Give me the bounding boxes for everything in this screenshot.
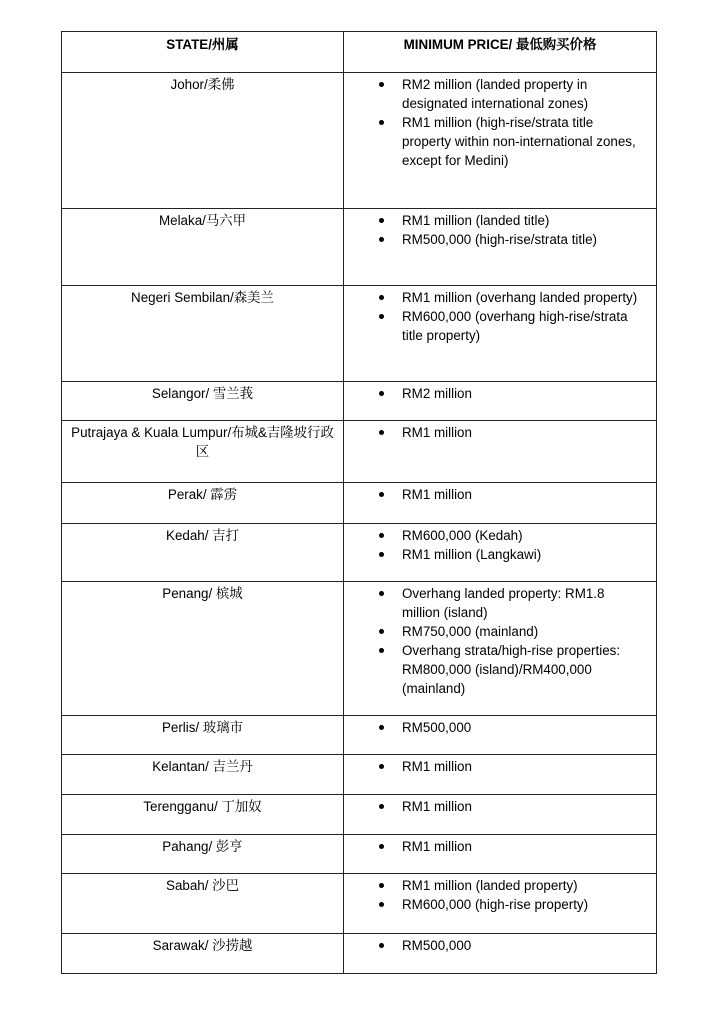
table-row [62, 382, 657, 421]
table-row [62, 795, 657, 835]
bullet-icon [379, 725, 384, 730]
price-list [344, 718, 646, 737]
price-list [344, 211, 646, 249]
price-text: RM500,000 (high-rise/strata title) [402, 232, 597, 247]
table-row [62, 421, 657, 483]
table-row [62, 874, 657, 934]
price-list [344, 526, 646, 564]
list-item [344, 485, 646, 504]
price-text: RM1 million [402, 425, 472, 440]
state-cell: Terengganu/ 丁加奴 [62, 795, 344, 835]
price-text: RM600,000 (high-rise property) [402, 897, 589, 912]
state-cell: Negeri Sembilan/森美兰 [62, 286, 344, 382]
state-cell: Pahang/ 彭亨 [62, 835, 344, 874]
list-item [344, 423, 646, 442]
state-cell: Kelantan/ 吉兰丹 [62, 755, 344, 795]
price-cell [344, 716, 657, 755]
price-list [344, 797, 646, 816]
price-text: RM600,000 (Kedah) [402, 528, 523, 543]
state-cell: Johor/柔佛 [62, 73, 344, 209]
list-item [344, 584, 646, 622]
bullet-icon [379, 430, 384, 435]
list-item [344, 230, 646, 249]
list-item [344, 718, 646, 737]
bullet-icon [379, 314, 384, 319]
price-text: RM2 million [402, 386, 472, 401]
price-list [344, 876, 646, 914]
price-cell [344, 73, 657, 209]
price-text: RM750,000 (mainland) [402, 624, 539, 639]
table-row [62, 934, 657, 974]
price-cell [344, 835, 657, 874]
bullet-icon [379, 82, 384, 87]
price-cell [344, 382, 657, 421]
list-item [344, 288, 646, 307]
state-cell: Kedah/ 吉打 [62, 524, 344, 582]
table-row [62, 582, 657, 716]
price-text: RM1 million (overhang landed property) [402, 290, 638, 305]
bullet-icon [379, 120, 384, 125]
price-text: RM1 million (landed title) [402, 213, 550, 228]
state-cell: Selangor/ 雪兰莪 [62, 382, 344, 421]
list-item [344, 113, 646, 170]
price-text: RM1 million (high-rise/strata title property within non-international zones, except for Medini) [402, 115, 636, 168]
price-cell [344, 524, 657, 582]
list-item [344, 895, 646, 914]
price-list [344, 485, 646, 504]
table-row [62, 286, 657, 382]
price-cell [344, 795, 657, 835]
price-list [344, 757, 646, 776]
price-text: RM1 million [402, 487, 472, 502]
bullet-icon [379, 295, 384, 300]
price-text: RM1 million (landed property) [402, 878, 578, 893]
list-item [344, 384, 646, 403]
price-text: RM1 million [402, 759, 472, 774]
list-item [344, 757, 646, 776]
table-row [62, 483, 657, 524]
price-list [344, 75, 646, 170]
price-cell [344, 755, 657, 795]
list-item [344, 936, 646, 955]
price-column-header: MINIMUM PRICE/ 最低购买价格 [344, 32, 657, 73]
state-cell: Melaka/马六甲 [62, 209, 344, 286]
list-item [344, 641, 646, 698]
price-text: RM500,000 [402, 938, 472, 953]
price-list [344, 936, 646, 955]
price-list [344, 423, 646, 442]
bullet-icon [379, 764, 384, 769]
price-list [344, 384, 646, 403]
price-cell [344, 483, 657, 524]
bullet-icon [379, 237, 384, 242]
price-text: RM2 million (landed property in designated international zones) [402, 77, 589, 111]
price-cell [344, 286, 657, 382]
bullet-icon [379, 552, 384, 557]
price-cell [344, 421, 657, 483]
state-cell: Putrajaya & Kuala Lumpur/布城&吉隆坡行政区 [62, 421, 344, 483]
state-cell: Perak/ 霹雳 [62, 483, 344, 524]
list-item [344, 622, 646, 641]
list-item [344, 545, 646, 564]
price-cell [344, 934, 657, 974]
list-item [344, 526, 646, 545]
table-row [62, 835, 657, 874]
price-cell [344, 209, 657, 286]
bullet-icon [379, 591, 384, 596]
bullet-icon [379, 629, 384, 634]
bullet-icon [379, 902, 384, 907]
state-column-header: STATE/州属 [62, 32, 344, 73]
price-cell [344, 582, 657, 716]
table-row [62, 716, 657, 755]
header-row [62, 32, 657, 73]
list-item [344, 876, 646, 895]
bullet-icon [379, 804, 384, 809]
bullet-icon [379, 218, 384, 223]
minimum-price-table [61, 31, 657, 974]
price-text: Overhang landed property: RM1.8 million (island) [402, 586, 605, 620]
state-cell: Perlis/ 玻璃市 [62, 716, 344, 755]
bullet-icon [379, 883, 384, 888]
price-list [344, 288, 646, 345]
state-cell: Sarawak/ 沙捞越 [62, 934, 344, 974]
bullet-icon [379, 391, 384, 396]
price-text: RM1 million [402, 799, 472, 814]
bullet-icon [379, 492, 384, 497]
list-item [344, 797, 646, 816]
list-item [344, 75, 646, 113]
bullet-icon [379, 844, 384, 849]
table-row [62, 524, 657, 582]
table-row [62, 73, 657, 209]
list-item [344, 307, 646, 345]
price-text: RM500,000 [402, 720, 472, 735]
state-cell: Penang/ 槟城 [62, 582, 344, 716]
price-cell [344, 874, 657, 934]
price-text: RM1 million (Langkawi) [402, 547, 542, 562]
bullet-icon [379, 648, 384, 653]
price-text: RM1 million [402, 839, 472, 854]
price-text: RM600,000 (overhang high-rise/strata title property) [402, 309, 628, 343]
bullet-icon [379, 533, 384, 538]
state-cell: Sabah/ 沙巴 [62, 874, 344, 934]
table-row [62, 755, 657, 795]
table-row [62, 209, 657, 286]
list-item [344, 211, 646, 230]
bullet-icon [379, 943, 384, 948]
price-list [344, 837, 646, 856]
list-item [344, 837, 646, 856]
price-list [344, 584, 646, 698]
price-text: Overhang strata/high-rise properties: RM800,000 (island)/RM400,000 (mainland) [402, 643, 621, 696]
